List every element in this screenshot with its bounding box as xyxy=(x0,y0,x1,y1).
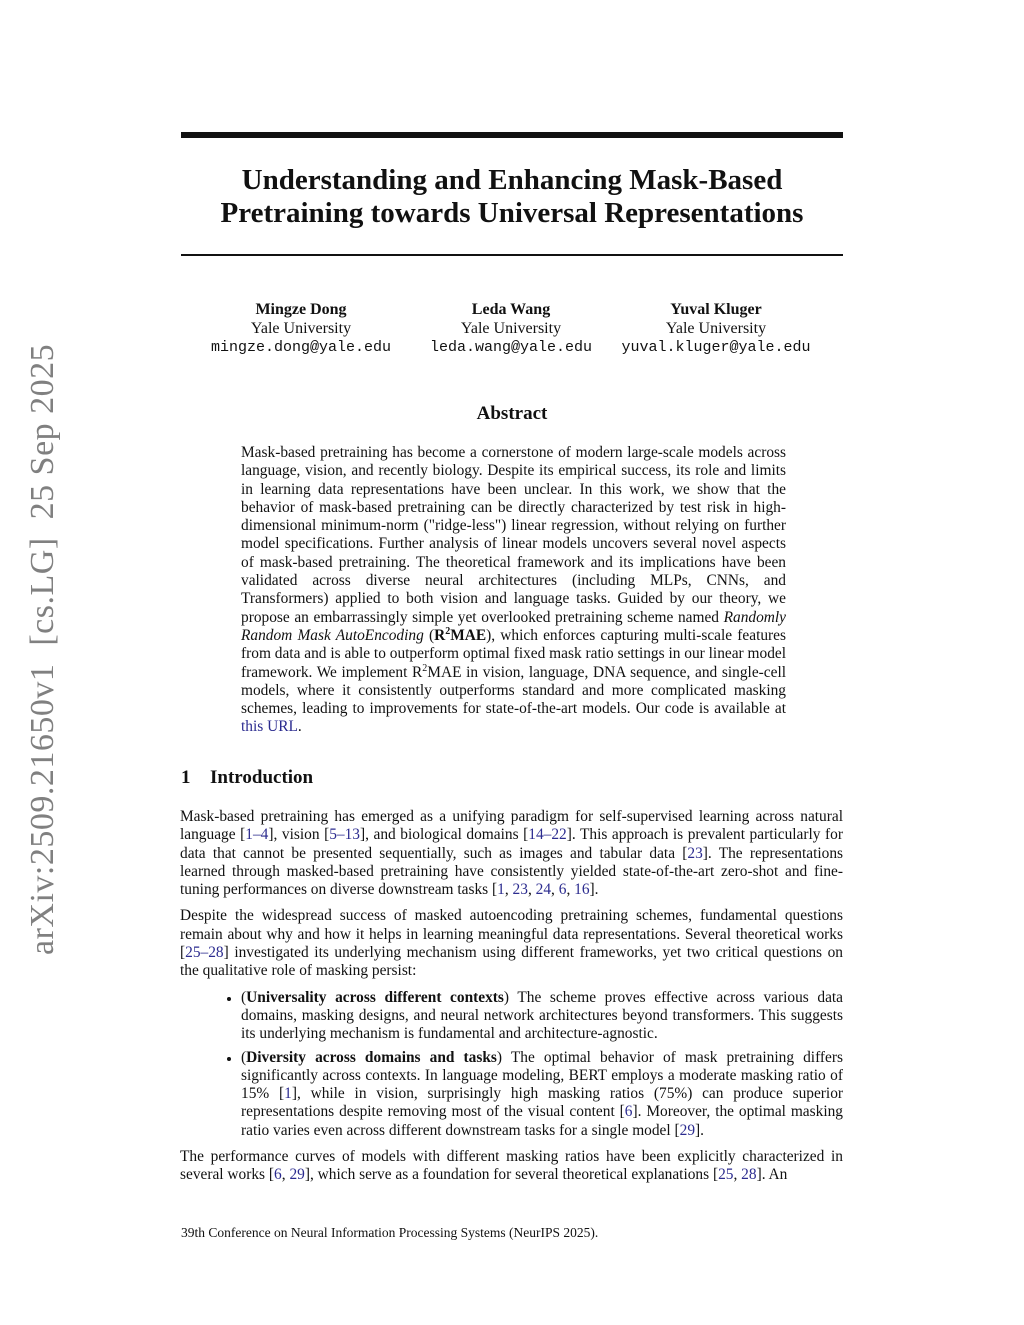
r2mae-mae: MAE xyxy=(450,626,487,644)
code-url-link[interactable]: this URL xyxy=(241,718,298,736)
section-number: 1 xyxy=(181,767,191,788)
text: ) The optimal behavior of mask pretraining differs significantly across contexts. In language modeling, BERT employs a moderate masking ratio of 15% [ xyxy=(241,1048,844,1103)
citation-link[interactable]: 16 xyxy=(574,881,590,899)
author-email[interactable]: leda.wang@yale.edu xyxy=(429,339,593,356)
citation-link[interactable]: 6 xyxy=(624,1103,633,1121)
text: ], vision [ xyxy=(268,826,330,844)
text: ]. The representations learned through masked-based pretraining have consistently yielded state-of-the-art zero-shot and fine-tuning performances on diverse downstream tasks [ xyxy=(180,844,843,899)
author-name: Mingze Dong xyxy=(255,301,347,318)
citation-link[interactable]: 24 xyxy=(535,881,552,899)
intro-body xyxy=(180,808,843,1193)
title-top-rule xyxy=(181,132,843,138)
text: ], and biological domains [ xyxy=(359,826,529,844)
citation-link[interactable]: 23 xyxy=(512,881,528,899)
citation-link[interactable]: 6 xyxy=(274,1166,282,1184)
abstract-part: ( xyxy=(423,626,435,644)
text: Despite the widespread success of masked autoencoding pretraining schemes, fundamental questions remain about why and how it helps in learning meaningful data representations. Several theoretical works [ xyxy=(180,907,843,962)
title-line-1: Understanding and Enhancing Mask-Based xyxy=(241,164,783,196)
section-title: Introduction xyxy=(210,767,314,788)
citation-link[interactable]: 14–22 xyxy=(528,826,567,844)
citation-link[interactable]: 25 xyxy=(718,1166,734,1184)
author-affiliation: Yale University xyxy=(460,320,562,337)
citation-link[interactable]: 29 xyxy=(289,1166,305,1184)
title-bottom-rule xyxy=(181,254,843,256)
title-line-2: Pretraining towards Universal Representations xyxy=(220,197,804,229)
author-email[interactable]: yuval.kluger@yale.edu xyxy=(621,339,811,356)
abstract-text xyxy=(241,444,786,737)
text: ], which serve as a foundation for several theoretical explanations [ xyxy=(304,1166,719,1184)
citation-link[interactable]: 25–28 xyxy=(185,944,224,962)
text: ], while in vision, surprisingly high masking ratios (75%) can produce superior representations despite removing most of the visual content [ xyxy=(241,1085,844,1121)
text: ]. xyxy=(695,1121,705,1139)
paragraph: The performance curves of models with different masking ratios have been explicitly characterized in several works [6, 29], which serve as a foundation for several theoretical explanations [25, 28]. An xyxy=(180,1148,843,1184)
abstract-part: . xyxy=(297,718,302,736)
text: The performance curves of models with different masking ratios have been explicitly characterized in several works [ xyxy=(180,1148,843,1184)
superscript-2: 2 xyxy=(445,625,451,637)
citation-link[interactable]: 23 xyxy=(687,844,703,862)
paper-title xyxy=(181,164,843,230)
citation-link[interactable]: 6 xyxy=(558,881,567,899)
citation-link[interactable]: 28 xyxy=(741,1166,757,1184)
text: ) The scheme proves effective across various data domains, masking designs, and neural network architectures beyond transformers. This suggests its underlying mechanism is fundamental and architecture-agnostic. xyxy=(241,988,844,1043)
author-name: Yuval Kluger xyxy=(670,301,762,318)
author-name: Leda Wang xyxy=(471,301,551,318)
section-heading xyxy=(181,767,313,789)
bullet-list xyxy=(180,989,843,1140)
citation-link[interactable]: 1 xyxy=(497,881,505,899)
text: ]. xyxy=(589,881,599,899)
text: ]. This approach is prevalent particularly for data that cannot be presented sequentially, such as images and tabular data [ xyxy=(180,826,843,862)
author-affiliation: Yale University xyxy=(665,320,767,337)
abstract-heading: Abstract xyxy=(476,403,548,424)
author-email[interactable]: mingze.dong@yale.edu xyxy=(211,339,392,356)
list-item: • (Diversity across domains and tasks) The optimal behavior of mask pretraining differs significantly across contexts. In language modeling, BERT employs a moderate masking ratio of 15% [1], while in vision, surprisingly high masking ratios (75%) can produce superior representations despite removing most of the visual content [6]. Moreover, the optimal masking ratio varies even across different downstream tasks for a single model [29]. xyxy=(241,1049,843,1140)
bullet-title: Diversity across domains and tasks xyxy=(246,1048,497,1066)
author-3 xyxy=(621,300,811,357)
abstract-part: ), which enforces capturing multi-scale features from data and is able to outperform optimal fixed mask ratio settings in our linear model framework. We implement R xyxy=(241,626,786,681)
author-1 xyxy=(211,300,391,357)
paragraph xyxy=(180,907,843,980)
text: ]. Moreover, the optimal masking ratio varies even across different downstream tasks for a single model [ xyxy=(241,1103,843,1139)
text: ] investigated its underlying mechanism using different frameworks, yet two critical questions on the qualitative role of masking persist: xyxy=(180,944,843,980)
superscript-2: 2 xyxy=(422,662,428,674)
author-2 xyxy=(421,300,601,357)
paragraph: Mask-based pretraining has emerged as a unifying paradigm for self-supervised learning across natural language [1–4], vision [5–13], and biological domains [14–22]. This approach is prevalent particularly for data that cannot be presented sequentially, such as images and tabular data [23]. The representations learned through masked-based pretraining have consistently yielded state-of-the-art zero-shot and fine-tuning performances on diverse downstream tasks [1, 23, 24, 6, 16]. xyxy=(180,808,843,899)
abstract-part: MAE in vision, language, DNA sequence, and single-cell models, where it consistently outperforms standard and more complicated masking schemes, leading to improvements for state-of-the-art models. Our code is available at xyxy=(241,663,787,718)
citation-link[interactable]: 29 xyxy=(679,1121,696,1139)
citation-link[interactable]: 1 xyxy=(284,1085,292,1103)
arxiv-id: arXiv:2509.21650v1 xyxy=(24,663,61,955)
r2mae-r: R xyxy=(434,626,446,644)
arxiv-sidebar xyxy=(24,344,62,955)
text: Mask-based pretraining has emerged as a unifying paradigm for self-supervised learning across natural language [ xyxy=(180,808,843,844)
citation-link[interactable]: 1–4 xyxy=(245,826,269,844)
author-block xyxy=(181,300,843,370)
conference-footer: 39th Conference on Neural Information Processing Systems (NeurIPS 2025). xyxy=(181,1225,599,1240)
citation-link[interactable]: 5–13 xyxy=(329,826,360,844)
bullet-title: Universality across different contexts xyxy=(246,988,504,1006)
list-item: • (Universality across different contexts) The scheme proves effective across various data domains, masking designs, and neural network architectures beyond transformers. This suggests its underlying mechanism is fundamental and architecture-agnostic. xyxy=(241,989,843,1044)
text: ]. An xyxy=(756,1166,788,1184)
abstract-part: Mask-based pretraining has become a cornerstone of modern large-scale models across language, vision, and recently biology. Despite its empirical success, its role and limits in learning data representations have been unclear. In this work, we show that the behavior of mask-based pretraining can be directly characterized by test risk in high-dimensional minimum-norm ("ridge-less") linear regression, without relying on further model specifications. Further analysis of linear models uncovers several novel aspects of mask-based pretraining. The theoretical framework and its implications have been validated across diverse neural architectures (including MLPs, CNNs, and Transformers) applied to both vision and language tasks. Guided by our theory, we propose an embarrassingly simple yet overlooked pretraining scheme named xyxy=(241,444,786,626)
arxiv-category: [cs.LG] xyxy=(24,537,61,646)
author-affiliation: Yale University xyxy=(250,320,352,337)
method-name: Randomly Random Mask AutoEncoding xyxy=(241,608,786,644)
arxiv-date: 25 Sep 2025 xyxy=(24,343,61,520)
